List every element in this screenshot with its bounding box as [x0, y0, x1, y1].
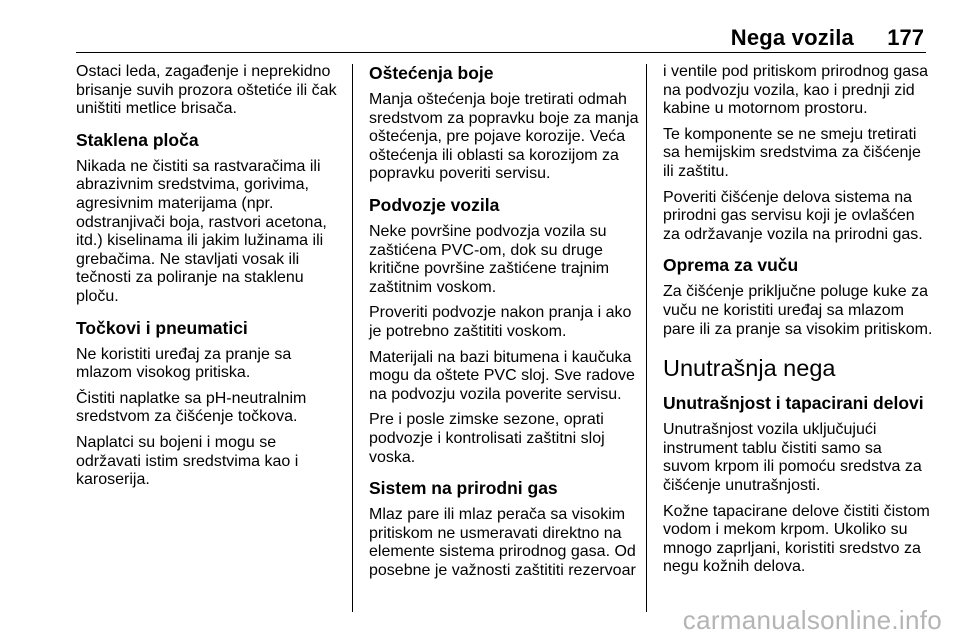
heading-interior-care: Unutrašnja nega: [663, 355, 836, 382]
paragraph-gas-cont-1: i ventile pod pritiskom prirodnog gasa na podvozju vozila, kao i prednji zid kabine u motornom prostoru.: [663, 63, 929, 118]
paragraph-wheels-1: Ne koristiti uređaj za pranje sa mlazom visokog pritiska.: [76, 345, 292, 382]
heading-interior-upholstery: Unutrašnjost i tapacirani delovi: [663, 393, 924, 414]
paragraph-underbody-2: Proveriti podvozje nakon pranja i ako je potrebno zaštititi voskom.: [369, 304, 632, 340]
page-header: [0, 0, 960, 52]
paragraph-paint: Manja oštećenja boje tretirati odmah sredstvom za popravku boje za manja oštećenja, pre pojave korozije. Veća oštećenja ili oblasti sa korozijom za popravku poveriti servisu.: [369, 91, 639, 183]
heading-underbody: Podvozje vozila: [369, 194, 500, 215]
column-2: [369, 63, 639, 587]
paragraph-gas-cont-2: Te komponente se ne smeju tretirati sa hemijskim sredstvima za čišćenje ili zaštitu.: [663, 125, 921, 180]
paragraph-wipers: Ostaci leda, zagađenje i neprekidno brisanje suvih prozora oštetiće ili čak uništiti metlice brisača.: [76, 63, 337, 118]
section-title: Nega vozila: [730, 25, 854, 50]
paragraph-underbody-3: Materijali na bazi bitumena i kaučuka mogu da oštete PVC sloj. Sve radove na podvozju vozila poverite servisu.: [369, 348, 635, 403]
column-divider-2: [646, 64, 647, 612]
column-divider-1: [352, 64, 353, 612]
heading-paint-damage: Oštećenja boje: [369, 63, 494, 83]
paragraph-underbody-4: Pre i posle zimske sezone, oprati podvozje i kontrolisati zaštitni sloj voska.: [369, 411, 605, 466]
column-3: [663, 63, 933, 584]
paragraph-underbody-1: Neke površine podvozja vozila su zaštićena PVC-om, dok su druge kritične površine zaštićene trajnim zaštitnim voskom.: [369, 222, 610, 296]
paragraph-interior-1: Unutrašnjost vozila uključujući instrument tablu čistiti samo sa suvom krpom ili pomoću sredstva za čišćenje unutrašnjosti.: [663, 421, 922, 494]
header-rule: [76, 52, 926, 53]
paragraph-wheels-3: Naplatci su bojeni i mogu se održavati istim sredstvima kao i karoserija.: [76, 433, 299, 489]
watermark: carmanualsonline.info: [682, 605, 942, 635]
paragraph-towing: Za čišćenje priključne poluge kuke za vuču ne koristiti uređaj sa mlazom pare ili za pranje sa visokim pritiskom.: [663, 283, 933, 338]
page-number: 177: [887, 25, 924, 50]
paragraph-gas-cont-3: Poveriti čišćenje delova sistema na prirodni gas servisu koji je ovlašćen za održavanje vozila na prirodni gas.: [663, 188, 923, 243]
paragraph-wheels-2: Čistiti naplatke sa pH-neutralnim sredstvom za čišćenje točkova.: [76, 389, 307, 426]
heading-natural-gas: Sistem na prirodni gas: [369, 478, 558, 499]
paragraph-interior-2: Kožne tapacirane delove čistiti čistom vodom i mekom krpom. Ukoliko su mnogo zaprljani, koristiti sredstvo za negu kožnih delova.: [663, 502, 930, 576]
heading-towing-equipment: Oprema za vuču: [663, 255, 799, 276]
paragraph-glass: Nikada ne čistiti sa rastvaračima ili abrazivnim sredstvima, gorivima, agresivnim materijama (npr. odstranjivači boja, rastvori acetona, itd.) kiselinama ili jakim lužinama ili grebačima. Ne stavljati vosak ili tečnosti za poliranje na staklenu ploču.: [76, 157, 327, 305]
column-1: [76, 63, 342, 497]
heading-glass-panel: Staklena ploča: [76, 129, 199, 150]
heading-wheels-tyres: Točkovi i pneumatici: [76, 317, 248, 338]
paragraph-natural-gas: Mlaz pare ili mlaz perača sa visokim pritiskom ne usmeravati direktno na elemente sistema prirodnog gasa. Od posebne je važnosti zaštititi rezervoar: [369, 506, 636, 579]
